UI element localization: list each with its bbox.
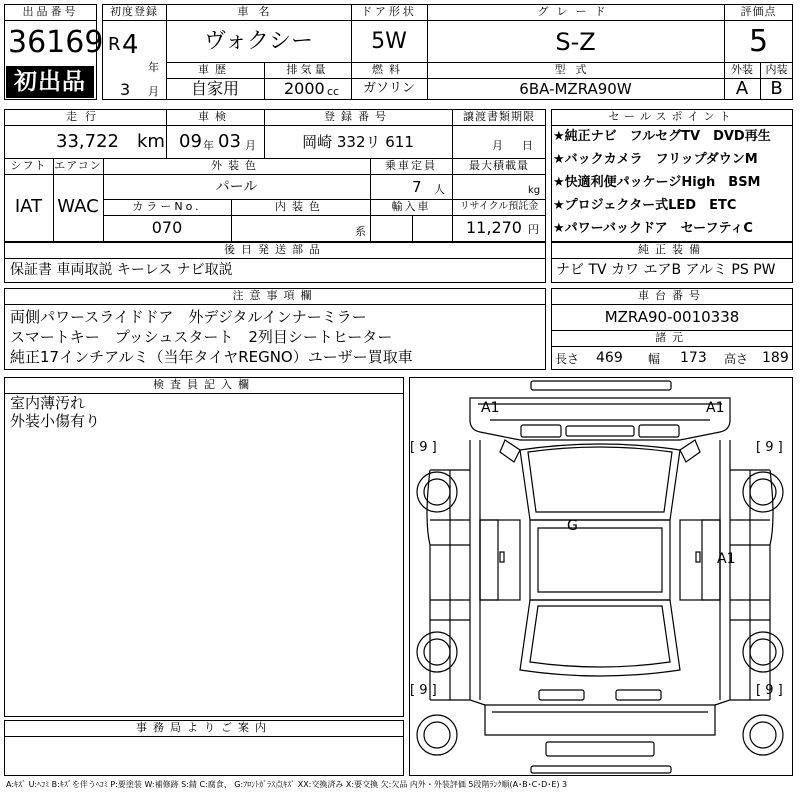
width-value: 173 bbox=[680, 350, 707, 366]
standard-equipment-value: ナビ TV カワ エアB アルミ PS PW bbox=[556, 262, 776, 278]
fuel-label: 燃料 bbox=[372, 63, 406, 76]
interior-grade: B bbox=[770, 78, 783, 99]
recycle-value: 11,270 bbox=[466, 218, 522, 237]
car-name: ヴォクシー bbox=[203, 29, 314, 54]
tire-mark-rear-left: [ 9 ] bbox=[410, 683, 437, 698]
sales-point-5: ★パワーバックドア セーフティC bbox=[553, 221, 753, 236]
load-unit: kg bbox=[528, 185, 541, 196]
tire-mark-front-left: [ 9 ] bbox=[410, 440, 437, 455]
tire-mark-rear-right: [ 9 ] bbox=[756, 683, 783, 698]
reg-number-value: 岡崎 332リ 611 bbox=[302, 133, 414, 151]
inspection-label: 車検 bbox=[198, 110, 232, 123]
width-label: 幅 bbox=[648, 352, 661, 366]
chassis-label: 車台番号 bbox=[638, 289, 706, 302]
exterior-label: 外装 bbox=[731, 63, 753, 76]
grade-label: グレード bbox=[537, 5, 614, 18]
listing-number: 36169 bbox=[8, 25, 104, 60]
door-label: ドア形状 bbox=[361, 5, 417, 18]
year-unit: 年 bbox=[148, 61, 159, 74]
reg-number-label: 登録番号 bbox=[324, 110, 392, 123]
color-value: パール bbox=[215, 179, 258, 195]
first-reg-year: 4 bbox=[122, 30, 139, 60]
damage-mark-front-left: A1 bbox=[481, 400, 500, 416]
office-label: 事務局よりご案内 bbox=[136, 721, 272, 734]
import-label: 輸入車 bbox=[391, 200, 431, 213]
sales-point-1: ★純正ナビ フルセグTV DVD再生 bbox=[553, 129, 771, 144]
doc-month-unit: 月 bbox=[492, 139, 503, 152]
ac-label: エアコン bbox=[54, 159, 102, 172]
capacity-unit: 人 bbox=[434, 183, 445, 196]
inspector-line-1: 室内薄汚れ bbox=[10, 394, 86, 412]
history-label: 車歴 bbox=[198, 63, 232, 76]
damage-mark-side-right: A1 bbox=[717, 551, 736, 567]
history-value: 自家用 bbox=[190, 79, 239, 98]
model-code-value: 6BA-MZRA90W bbox=[519, 80, 632, 98]
legend-text: A:ｷｽﾞ U:ﾍｺﾐ B:ｷｽﾞを伴うﾍｺﾐ P:要塗装 W:補修跡 S:錆 C:腐食、 G:ﾌﾛﾝﾄｶﾞﾗｽ点ｷｽﾞ XX:交換済み X:要交換 欠:欠品 内外・外装評価 5段階ﾗﾝｸ順(A･B･C･D･E) 3 bbox=[6, 780, 568, 789]
era-letter: R bbox=[108, 34, 121, 55]
sales-point-4: ★プロジェクター式LED ETC bbox=[553, 198, 737, 213]
inspector-line-2: 外装小傷有り bbox=[10, 412, 101, 430]
car-diagram-box bbox=[409, 377, 793, 776]
doc-deadline-label: 譲渡書類期限 bbox=[463, 110, 535, 123]
later-parts-label: 後日発送部品 bbox=[224, 243, 326, 256]
inspection-month-unit: 月 bbox=[245, 139, 256, 152]
color-label: 外装色 bbox=[211, 159, 262, 172]
sales-points-label: セールスポイント bbox=[608, 110, 736, 123]
doc-day-unit: 日 bbox=[522, 139, 533, 152]
ac-value: WAC bbox=[57, 196, 99, 217]
recycle-unit: 円 bbox=[528, 223, 539, 236]
exterior-grade: A bbox=[735, 78, 749, 99]
height-value: 189 bbox=[762, 350, 789, 366]
specs-label: 諸元 bbox=[655, 331, 689, 344]
capacity-label: 乗車定員 bbox=[385, 159, 437, 172]
height-label: 高さ bbox=[724, 352, 749, 366]
month-unit: 月 bbox=[148, 85, 159, 98]
length-value: 469 bbox=[596, 350, 623, 366]
details-box bbox=[4, 109, 546, 242]
mileage-unit: km bbox=[137, 131, 165, 152]
displacement-value: 2000 bbox=[284, 79, 325, 98]
score-value: 5 bbox=[748, 24, 769, 59]
mileage-label: 走行 bbox=[66, 110, 104, 123]
inspection-month: 03 bbox=[218, 131, 241, 152]
mileage-value: 33,722 bbox=[56, 131, 119, 152]
color-no-value: 070 bbox=[151, 218, 183, 237]
standard-equipment-label: 純正装備 bbox=[638, 243, 706, 256]
score-label: 評価点 bbox=[740, 5, 777, 18]
interior-color-unit: 系 bbox=[355, 225, 366, 238]
inspector-label: 検査員記入欄 bbox=[153, 378, 255, 391]
damage-mark-front-right: A1 bbox=[706, 400, 725, 416]
car-name-label: 車名 bbox=[237, 5, 280, 18]
first-listing-badge: 初出品 bbox=[6, 66, 94, 98]
interior-label: 内装 bbox=[765, 63, 788, 76]
inspection-year-unit: 年 bbox=[203, 139, 214, 152]
notes-line-3: 純正17インチアルミ（当年タイヤREGNO）ユーザー買取車 bbox=[10, 348, 413, 366]
displacement-unit: cc bbox=[327, 85, 340, 98]
load-label: 最大積載量 bbox=[469, 159, 529, 172]
chassis-value: MZRA90-0010338 bbox=[604, 308, 740, 326]
grade-value: S-Z bbox=[555, 28, 596, 56]
interior-color-label: 内装色 bbox=[275, 200, 326, 213]
shift-label: シフト bbox=[10, 159, 47, 172]
fuel-value: ガソリン bbox=[362, 81, 415, 96]
inspection-year: 09 bbox=[179, 131, 202, 152]
notes-label: 注意事項欄 bbox=[232, 289, 318, 302]
tire-mark-front-right: [ 9 ] bbox=[756, 440, 783, 455]
sales-point-3: ★快適利便パッケージHigh BSM bbox=[553, 175, 761, 190]
capacity-value: 7 bbox=[412, 178, 422, 196]
shift-value: IAT bbox=[14, 196, 43, 217]
displacement-label: 排気量 bbox=[286, 63, 329, 76]
notes-line-1: 両側パワースライドドア 外デジタルインナーミラー bbox=[10, 308, 367, 326]
sales-point-2: ★バックカメラ フリップダウンM bbox=[553, 152, 758, 167]
recycle-label: リサイクル預託金 bbox=[459, 201, 539, 212]
first-reg-label: 初度登録 bbox=[110, 5, 158, 18]
later-parts-value: 保証書 車両取説 キーレス ナビ取説 bbox=[10, 262, 233, 278]
color-no-label: カラーNo. bbox=[132, 200, 202, 213]
listing-number-label: 出品番号 bbox=[22, 5, 79, 18]
first-reg-month: 3 bbox=[120, 80, 131, 99]
door-value: 5W bbox=[371, 29, 407, 54]
notes-line-2: スマートキー プッシュスタート 2列目シートヒーター bbox=[10, 328, 393, 346]
length-label: 長さ bbox=[555, 352, 580, 366]
glass-mark: G bbox=[567, 518, 578, 534]
model-code-label: 型式 bbox=[554, 63, 597, 76]
